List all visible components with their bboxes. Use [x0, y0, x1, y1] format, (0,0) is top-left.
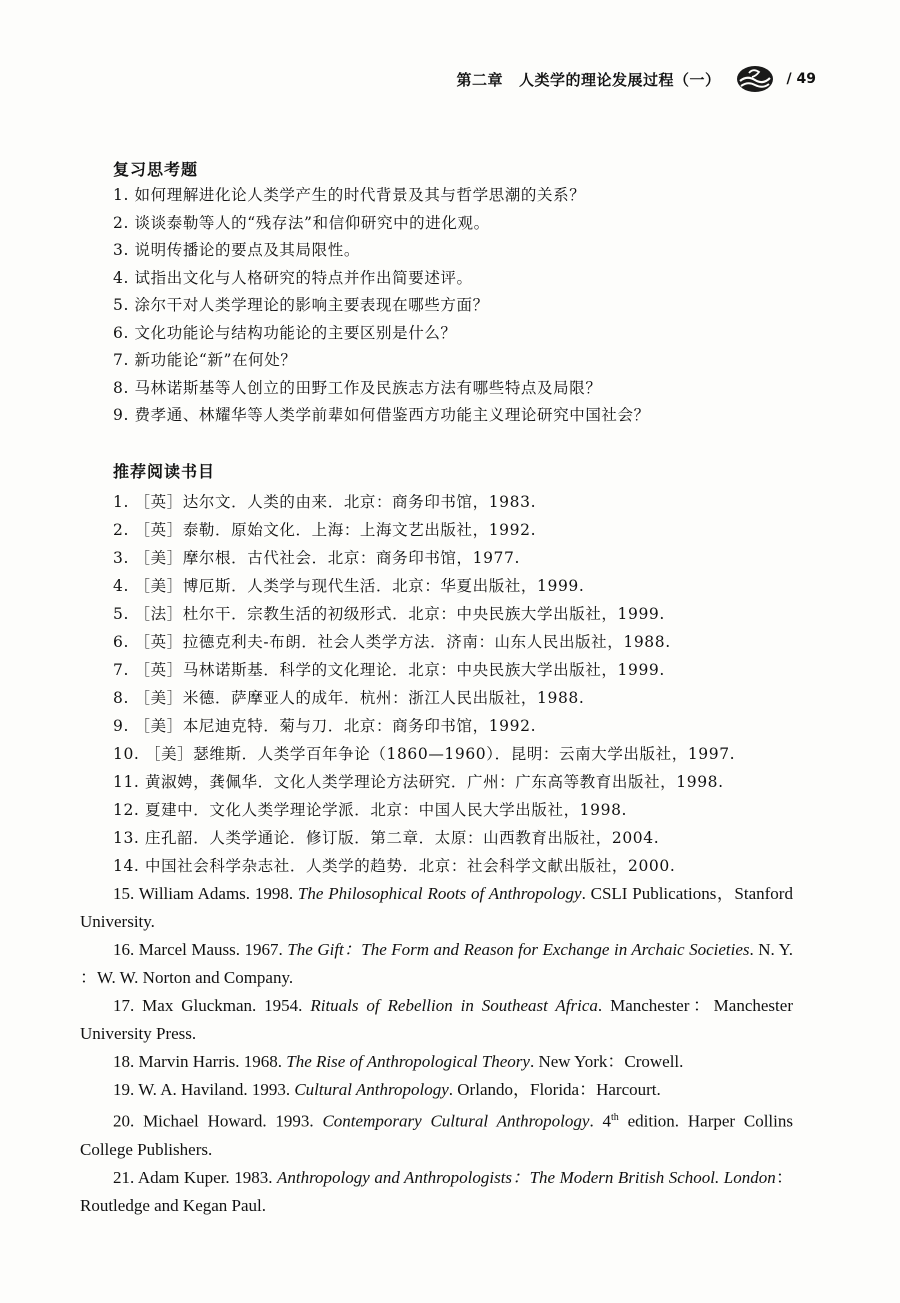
reading-item: 2. ［英］泰勒．原始文化．上海：上海文艺出版社，1992.: [113, 521, 537, 539]
english-reference-item: 17. Max Gluckman. 1954. Rituals of Rebellion in Southeast Africa. Manchester：Manchester University Press.: [80, 996, 793, 1043]
reading-item: 7. ［英］马林诺斯基．科学的文化理论．北京：中央民族大学出版社，1999.: [113, 661, 665, 679]
reading-item: 8. ［美］米德．萨摩亚人的成年．杭州：浙江人民出版社，1988.: [113, 689, 585, 707]
question-item: 2. 谈谈泰勒等人的“残存法”和信仰研究中的进化观。: [113, 213, 490, 232]
reading-item: 12. 夏建中．文化人类学理论学派．北京：中国人民大学出版社，1998.: [113, 801, 628, 819]
reading-item: 13. 庄孔韶．人类学通论．修订版．第二章．太原：山西教育出版社，2004.: [113, 829, 660, 847]
header-chapter: 第二章: [456, 70, 503, 89]
question-item: 7. 新功能论“新”在何处？: [113, 351, 297, 369]
question-item: 3. 说明传播论的要点及其局限性。: [113, 241, 360, 259]
english-reference-item: 20. Michael Howard. 1993. Contemporary Cultural Anthropology. 4th edition. Harper Collins College Publishers.: [80, 1111, 793, 1159]
recommended-reading-list: [113, 488, 735, 880]
page-number: / 49: [786, 71, 816, 87]
question-item: 4. 试指出文化与人格研究的特点并作出简要述评。: [113, 268, 473, 287]
english-reference-item: 19. W. A. Haviland. 1993. Cultural Anthropology. Orlando，Florida：Harcourt.: [113, 1080, 661, 1099]
publisher-logo-icon: [735, 64, 775, 94]
review-questions-list: [113, 182, 650, 430]
english-reference-item: 21. Adam Kuper. 1983. Anthropology and Anthropologists：The Modern British School. London：Routledge and Kegan Paul.: [80, 1167, 793, 1215]
reading-item: 3. ［美］摩尔根．古代社会．北京：商务印书馆，1977.: [113, 549, 520, 567]
recommended-reading-heading: 推荐阅读书目: [113, 462, 216, 481]
reading-item: 10. ［美］瑟维斯．人类学百年争论（1860—1960）．昆明：云南大学出版社，1997.: [113, 745, 736, 763]
review-questions-heading: 复习思考题: [113, 160, 199, 179]
reading-item: 4. ［美］博厄斯．人类学与现代生活．北京：华夏出版社，1999.: [113, 577, 585, 595]
question-item: 8. 马林诺斯基等人创立的田野工作及民族志方法有哪些特点及局限？: [113, 378, 602, 397]
question-item: 5. 涂尔干对人类学理论的影响主要表现在哪些方面？: [113, 296, 489, 314]
english-reference-item: 18. Marvin Harris. 1968. The Rise of Anthropological Theory. New York：Crowell.: [113, 1052, 684, 1071]
english-reference-item: 15. William Adams. 1998. The Philosophical Roots of Anthropology. CSLI Publications，Stanford University.: [80, 884, 793, 931]
question-item: 9. 费孝通、林耀华等人类学前辈如何借鉴西方功能主义理论研究中国社会？: [113, 406, 650, 424]
reading-item: 5. ［法］杜尔干．宗教生活的初级形式．北京：中央民族大学出版社，1999.: [113, 605, 665, 623]
question-item: 6. 文化功能论与结构功能论的主要区别是什么？: [113, 323, 457, 342]
reading-item: 14. 中国社会科学杂志社．人类学的趋势．北京：社会科学文献出版社，2000.: [113, 857, 676, 875]
running-header: [456, 64, 816, 94]
reading-item: 9. ［美］本尼迪克特．菊与刀．北京：商务印书馆，1992.: [113, 717, 537, 735]
reading-item: 11. 黄淑娉，龚佩华．文化人类学理论方法研究．广州：广东高等教育出版社，1998.: [113, 773, 724, 791]
question-item: 1. 如何理解进化论人类学产生的时代背景及其与哲学思潮的关系？: [113, 186, 586, 204]
reading-item: 1. ［英］达尔文．人类的由来．北京：商务印书馆，1983.: [113, 493, 537, 511]
header-title: 人类学的理论发展过程（一）: [519, 70, 721, 89]
english-reference-list: [80, 880, 793, 1220]
english-reference-item: 16. Marcel Mauss. 1967. The Gift：The Form and Reason for Exchange in Archaic Societies. N. Y. ：W. W. Norton and Company.: [80, 940, 794, 987]
reading-item: 6. ［英］拉德克利夫-布朗．社会人类学方法．济南：山东人民出版社，1988.: [113, 633, 671, 651]
